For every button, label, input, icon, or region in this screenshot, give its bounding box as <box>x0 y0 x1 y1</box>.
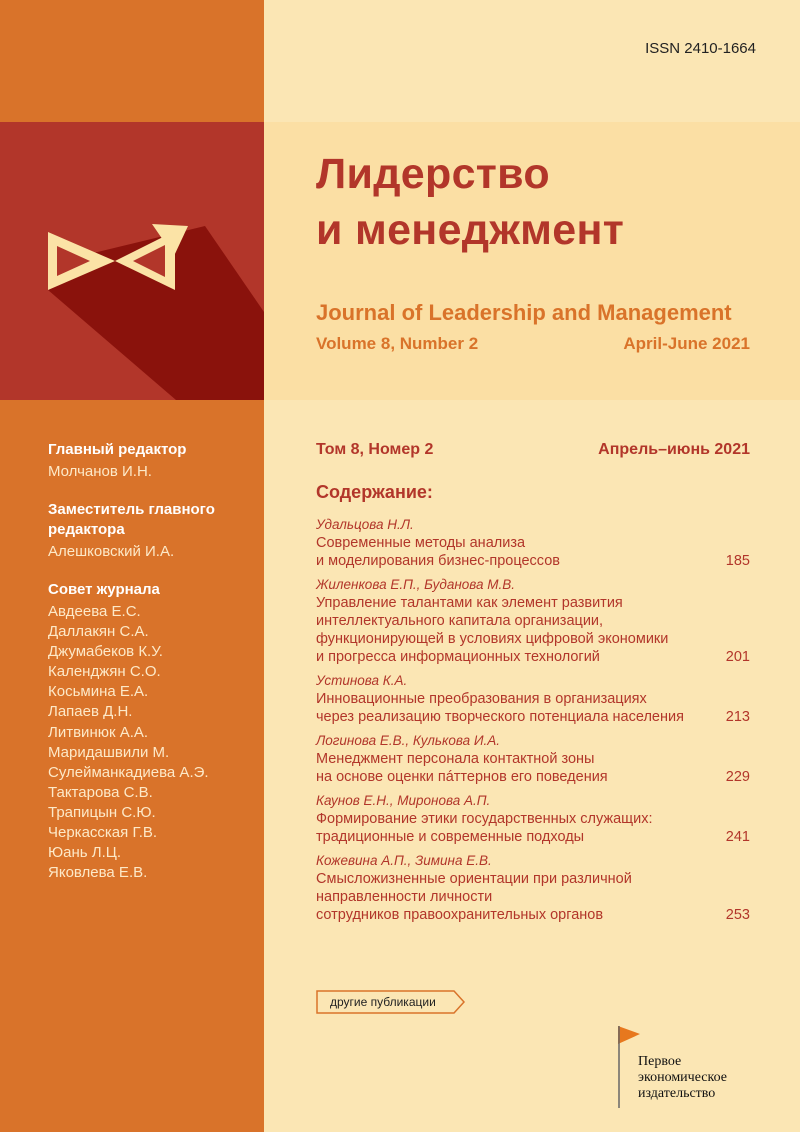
journal-title-line-1: Лидерство <box>316 150 550 198</box>
publisher-logo <box>614 1022 764 1112</box>
toc-title-line: и моделирования бизнес-процессов <box>316 553 560 569</box>
table-of-contents <box>316 516 750 930</box>
toc-page-number: 229 <box>725 769 750 785</box>
publisher-line: издательство <box>638 1086 716 1101</box>
board-list <box>48 602 258 883</box>
toc-item[interactable] <box>316 516 750 570</box>
toc-title-line: через реализацию творческого потенциала населения <box>316 709 684 725</box>
date-russian: Апрель–июнь 2021 <box>598 441 750 458</box>
publisher-line: Первое <box>638 1054 682 1069</box>
toc-title-line: традиционные и современные подходы <box>316 829 585 845</box>
date-english: April-June 2021 <box>623 334 750 353</box>
toc-authors: Каунов Е.Н., Миронова А.П. <box>316 793 491 808</box>
toc-title-line: и прогресса информационных технологий <box>316 649 600 665</box>
toc-authors: Жиленкова Е.П., Буданова М.В. <box>316 577 516 592</box>
toc-item[interactable] <box>316 576 750 666</box>
board-heading: Совет журнала <box>48 581 160 598</box>
toc-title-line: Формирование этики государственных служащих: <box>316 811 653 827</box>
deputy-editor-heading-2: редактора <box>48 521 125 538</box>
toc-article-title[interactable] <box>316 750 750 786</box>
toc-title-line: Инновационные преобразования в организациях <box>316 691 647 707</box>
contents-heading: Содержание: <box>316 482 433 502</box>
toc-title-line: направленности личности <box>316 889 493 905</box>
toc-page-number: 253 <box>725 907 750 923</box>
board-member: Джумабеков К.У. <box>48 643 163 661</box>
english-title: Journal of Leadership and Management <box>316 300 732 325</box>
board-member: Сулейманкадиева А.Э. <box>48 763 209 781</box>
toc-title-line: Менеджмент персонала контактной зоны <box>316 751 595 767</box>
board-member: Авдеева Е.С. <box>48 603 141 620</box>
volume-russian: Том 8, Номер 2 <box>316 441 434 458</box>
right-top-panel <box>264 0 800 122</box>
toc-article-title[interactable] <box>316 690 750 726</box>
journal-title <box>316 146 624 258</box>
toc-title-line: сотрудников правоохранительных органов <box>316 907 604 923</box>
board-member: Календжян С.О. <box>48 663 161 681</box>
board-member: Тактарова С.В. <box>48 783 153 801</box>
toc-article-title[interactable] <box>316 810 750 846</box>
toc-article-title[interactable] <box>316 534 750 570</box>
publisher-name <box>638 1054 727 1102</box>
toc-authors: Кожевина А.П., Зимина Е.В. <box>316 853 492 868</box>
toc-page-number: 213 <box>725 709 750 725</box>
toc-item[interactable] <box>316 792 750 846</box>
toc-title-line: Управление талантами как элемент развития <box>316 595 623 611</box>
volume-english: Volume 8, Number 2 <box>316 334 479 353</box>
toc-title-line: Современные методы анализа <box>316 535 526 551</box>
toc-item[interactable] <box>316 672 750 726</box>
journal-title-line-2: и менеджмент <box>316 206 625 254</box>
toc-authors: Удальцова Н.Л. <box>316 517 414 532</box>
chief-editor-name: Молчанов И.Н. <box>48 463 152 480</box>
board-member: Литвинюк А.А. <box>48 723 149 741</box>
toc-title-line: функционирующей в условиях цифровой экономики <box>316 631 669 647</box>
toc-article-title[interactable] <box>316 594 750 666</box>
board-member: Яковлева Е.В. <box>48 864 148 882</box>
toc-item[interactable] <box>316 732 750 786</box>
toc-page-number: 185 <box>725 553 750 569</box>
toc-title-line: Смысложизненные ориентации при различной <box>316 871 632 887</box>
toc-item[interactable] <box>316 852 750 924</box>
other-publications-button[interactable] <box>316 990 466 1014</box>
board-member: Лапаев Д.Н. <box>48 703 133 721</box>
toc-title-line: интеллектуального капитала организации, <box>316 613 604 629</box>
board-member: Черкасская Г.В. <box>48 824 158 842</box>
other-publications-label: другие публикации <box>330 995 436 1009</box>
board-member: Косьмина Е.А. <box>48 683 149 701</box>
chief-editor-heading: Главный редактор <box>48 441 187 458</box>
deputy-editor-name: Алешковский И.А. <box>48 543 175 560</box>
publisher-line: экономическое <box>638 1070 727 1085</box>
journal-logo-icon <box>0 122 264 400</box>
toc-authors: Устинова К.А. <box>316 673 408 688</box>
toc-title-line: на основе оценки пáттернов его поведения <box>316 769 608 785</box>
deputy-editor-heading: Заместитель главного <box>48 501 215 518</box>
issn: ISSN 2410-1664 <box>645 40 756 57</box>
board-member: Маридашвили М. <box>48 743 170 761</box>
editorial-board <box>48 440 258 883</box>
board-member: Юань Л.Ц. <box>48 844 122 862</box>
toc-article-title[interactable] <box>316 870 750 924</box>
board-member: Даллакян С.А. <box>48 623 149 641</box>
toc-page-number: 241 <box>725 829 750 845</box>
toc-page-number: 201 <box>725 649 750 665</box>
logo-block <box>0 122 264 400</box>
toc-authors: Логинова Е.В., Кулькова И.А. <box>316 733 501 748</box>
board-member: Трапицын С.Ю. <box>48 803 156 821</box>
